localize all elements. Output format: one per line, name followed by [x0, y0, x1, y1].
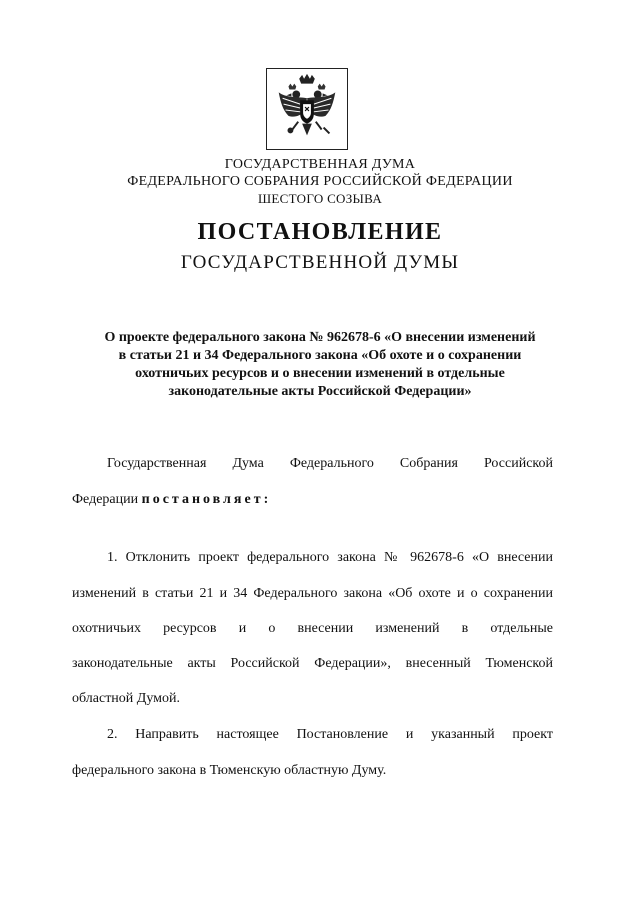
intro-line-2 — [72, 491, 271, 509]
item1-line: 1. Отклонить проект федерального закона № 962678-6 «О внесении — [107, 550, 553, 565]
org-line-3: ШЕСТОГО СОЗЫВА — [257, 191, 383, 206]
subject-line: охотничьих ресурсов и о внесении изменений в отдельные — [135, 366, 505, 381]
org-line-1: ГОСУДАРСТВЕННАЯ ДУМА — [224, 157, 416, 172]
subject-line: О проекте федерального закона № 962678-6 «О внесении изменений — [104, 330, 536, 345]
subject-line: в статьи 21 и 34 Федерального закона «Об охоте и о сохранении — [118, 348, 522, 363]
item1-line: областной Думой. — [72, 691, 181, 706]
org-line-2: ФЕДЕРАЛЬНОГО СОБРАНИЯ РОССИЙСКОЙ ФЕДЕРАЦИИ — [127, 174, 513, 189]
subject-line: законодательные акты Российской Федерации» — [168, 384, 472, 399]
item1-line: изменений в статьи 21 и 34 Федерального закона «Об охоте и о сохранении — [72, 586, 553, 601]
document-title: ПОСТАНОВЛЕНИЕ — [197, 219, 443, 245]
decree-word: постановляет: — [141, 492, 272, 507]
document-subtitle: ГОСУДАРСТВЕННОЙ ДУМЫ — [180, 252, 460, 273]
double-headed-eagle-icon — [266, 68, 348, 150]
item1-line: охотничьих ресурсов и о внесении изменений в отдельные — [72, 621, 553, 636]
intro-line-1: Государственная Дума Федерального Собрания Российской — [107, 456, 553, 471]
item2-line: федерального закона в Тюменскую областную Думу. — [72, 763, 387, 778]
intro-federation: Федерации — [72, 492, 139, 507]
item1-line: законодательные акты Российской Федерации», внесенный Тюменской — [72, 656, 553, 671]
item2-line: 2. Направить настоящее Постановление и указанный проект — [107, 727, 553, 742]
subject-heading — [60, 329, 580, 401]
